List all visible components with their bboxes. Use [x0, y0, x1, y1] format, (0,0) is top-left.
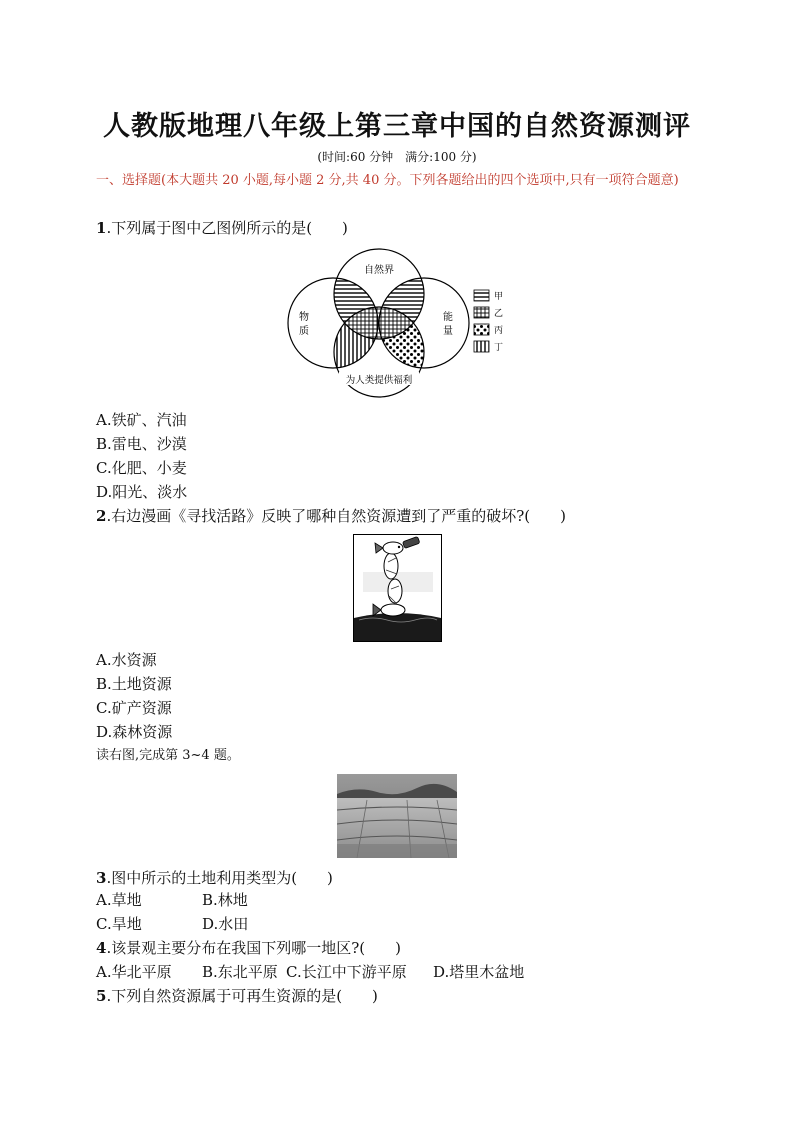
q4-option-a: A.华北平原: [96, 963, 172, 981]
q1-option-b: B.雷电、沙漠: [96, 435, 187, 453]
question-2: [96, 506, 566, 526]
legend-swatch-yi: [474, 307, 489, 318]
reading-instruction: 读右图,完成第 3~4 题。: [96, 748, 240, 763]
legend-swatch-jia: [474, 290, 489, 301]
q2-option-a: A.水资源: [96, 651, 157, 669]
q2-option-c: C.矿产资源: [96, 699, 172, 717]
question-number: 2: [96, 507, 107, 525]
q3-option-d: D.水田: [202, 915, 249, 933]
question-1: [96, 218, 348, 238]
q1-option-a: A.铁矿、汽油: [96, 411, 187, 429]
q4-option-b: B.东北平原: [202, 963, 278, 981]
legend: [474, 290, 503, 353]
question-number: 4: [96, 939, 107, 957]
section-heading: 一、选择题(本大题共 20 小题,每小题 2 分,共 40 分。下列各题给出的四个选项中,只有一项符合题意): [96, 173, 679, 188]
q3-option-c: C.旱地: [96, 915, 142, 933]
q4-option-c: C.长江中下游平原: [286, 963, 407, 981]
q2-option-b: B.土地资源: [96, 675, 172, 693]
question-3: [96, 868, 333, 888]
label-welfare: 为人类提供福利: [345, 375, 413, 386]
question-text: .下列自然资源属于可再生资源的是( ): [106, 987, 378, 1005]
question-number: 1: [96, 219, 107, 237]
q3-option-b: B.林地: [202, 891, 248, 909]
question-number: 3: [96, 869, 107, 887]
label-energy-1: 能: [443, 312, 453, 323]
question-4: [96, 938, 401, 958]
page-title: 人教版地理八年级上第三章中国的自然资源测评: [103, 111, 691, 142]
question-text: .该景观主要分布在我国下列哪一地区?( ): [106, 939, 401, 957]
label-matter-2: 质: [299, 326, 309, 337]
question-5: [96, 986, 378, 1006]
legend-label-jia: 甲: [494, 292, 504, 302]
q2-option-d: D.森林资源: [96, 723, 173, 741]
legend-label-bing: 丙: [494, 326, 504, 336]
label-nature: 自然界: [364, 265, 394, 276]
q1-option-d: D.阳光、淡水: [96, 483, 188, 501]
legend-label-ding: 丁: [494, 343, 504, 353]
question-number: 5: [96, 987, 107, 1005]
legend-label-yi: 乙: [494, 309, 504, 319]
q3-option-a: A.草地: [96, 891, 142, 909]
question-text: .下列属于图中乙图例所示的是( ): [106, 219, 348, 237]
q1-option-c: C.化肥、小麦: [96, 459, 187, 477]
question-text: .图中所示的土地利用类型为( ): [106, 869, 333, 887]
question-text: .右边漫画《寻找活路》反映了哪种自然资源遭到了严重的破坏?( ): [106, 507, 566, 525]
legend-swatch-ding: [474, 341, 489, 352]
landscape-photo: [337, 774, 457, 858]
legend-swatch-bing: [474, 324, 489, 335]
q4-option-d: D.塔里木盆地: [433, 963, 525, 981]
cartoon-image: [353, 534, 442, 642]
venn-diagram: [280, 244, 520, 406]
label-energy-2: 量: [443, 326, 453, 337]
label-matter-1: 物: [299, 312, 309, 323]
exam-info: (时间:60 分钟 满分:100 分): [317, 150, 477, 164]
